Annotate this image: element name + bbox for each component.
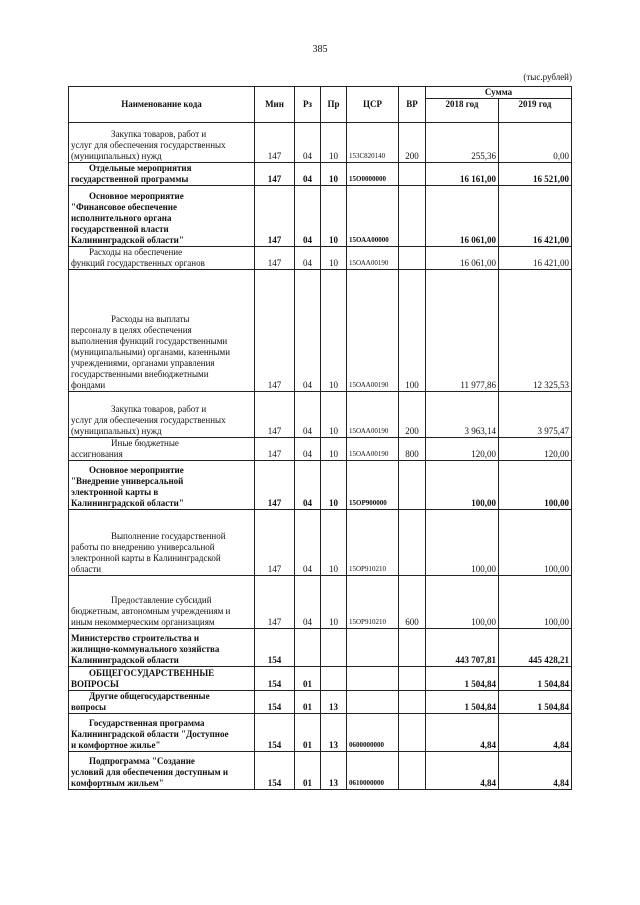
cell-name-line: государственными внебюджетными — [71, 369, 209, 379]
header-csr: ЦСР — [347, 87, 399, 123]
cell-2019: 16 421,00 — [499, 186, 572, 247]
header-min: Мин — [255, 87, 295, 123]
cell-name-line: электронной карты в Калининградской — [71, 553, 221, 563]
cell-2019: 4,84 — [499, 714, 572, 752]
cell-min: 154 — [255, 667, 295, 691]
cell-name — [69, 667, 255, 691]
cell-2019: 1 504,84 — [499, 691, 572, 714]
cell-2019: 445 428,21 — [499, 629, 572, 667]
cell-2019: 3 975,47 — [499, 392, 572, 438]
cell-rz: 04 — [295, 123, 321, 163]
cell-name-line: иным некоммерческим организациям — [71, 617, 215, 627]
cell-pr: 10 — [321, 461, 347, 510]
table-row — [69, 510, 572, 576]
cell-min: 147 — [255, 438, 295, 461]
cell-name-line: Отдельные мероприятия — [89, 163, 192, 173]
table-row — [69, 123, 572, 163]
cell-csr: 15ОР910210 — [347, 576, 399, 629]
cell-vr — [399, 163, 426, 186]
cell-vr — [399, 667, 426, 691]
cell-name-line: услуг для обеспечения государственных — [71, 415, 226, 425]
cell-name-line: бюджетным, автономным учреждениям и — [71, 606, 231, 616]
table-row — [69, 461, 572, 510]
cell-pr: 13 — [321, 714, 347, 752]
cell-2018: 100,00 — [426, 576, 499, 629]
cell-name-line: Предоставление субсидий — [111, 595, 212, 605]
cell-csr: 15ОР900000 — [347, 461, 399, 510]
cell-2018: 16 061,00 — [426, 186, 499, 247]
cell-name-line: "Внедрение универсальной — [71, 476, 184, 486]
cell-name — [69, 163, 255, 186]
cell-csr: 15ОР910210 — [347, 510, 399, 576]
cell-2019: 0,00 — [499, 123, 572, 163]
cell-2018: 1 504,84 — [426, 667, 499, 691]
cell-min: 147 — [255, 270, 295, 392]
cell-name — [69, 629, 255, 667]
cell-2019: 12 325,53 — [499, 270, 572, 392]
table-row — [69, 752, 572, 790]
page-number: 385 — [312, 44, 328, 55]
cell-min: 147 — [255, 123, 295, 163]
cell-pr: 10 — [321, 123, 347, 163]
cell-min: 147 — [255, 247, 295, 270]
cell-name-line: услуг для обеспечения государственных — [71, 140, 226, 150]
table-row — [69, 270, 572, 392]
cell-name-line: (муниципальных) нужд — [71, 151, 162, 161]
cell-csr: 0610000000 — [347, 752, 399, 790]
cell-2019: 120,00 — [499, 438, 572, 461]
cell-rz: 01 — [295, 752, 321, 790]
cell-rz: 04 — [295, 247, 321, 270]
header-name: Наименование кода — [69, 87, 255, 123]
header-rz: Рз — [295, 87, 321, 123]
cell-vr: 100 — [399, 270, 426, 392]
budget-table — [68, 86, 572, 790]
cell-2018: 100,00 — [426, 461, 499, 510]
cell-2019: 1 504,84 — [499, 667, 572, 691]
cell-name — [69, 270, 255, 392]
cell-name-line: комфортным жильем" — [71, 778, 164, 788]
cell-2018: 4,84 — [426, 714, 499, 752]
cell-min: 147 — [255, 392, 295, 438]
cell-pr: 10 — [321, 247, 347, 270]
cell-2019: 16 521,00 — [499, 163, 572, 186]
cell-min: 147 — [255, 510, 295, 576]
cell-vr — [399, 714, 426, 752]
cell-csr — [347, 629, 399, 667]
cell-name-line: Калининградской области" — [71, 498, 184, 508]
cell-vr: 200 — [399, 123, 426, 163]
cell-name-line: Подпрограмма "Создание — [89, 756, 195, 766]
cell-pr: 10 — [321, 510, 347, 576]
cell-name-line: "Финансовое обеспечение — [71, 202, 177, 212]
cell-name-line: Выполнение государственной — [111, 531, 226, 541]
cell-pr: 13 — [321, 691, 347, 714]
cell-csr: 15О0000000 — [347, 163, 399, 186]
cell-2018: 4,84 — [426, 752, 499, 790]
cell-name-line: области — [71, 564, 102, 574]
cell-rz: 04 — [295, 163, 321, 186]
cell-vr: 800 — [399, 438, 426, 461]
cell-min: 154 — [255, 752, 295, 790]
units-label: (тыс.рублей) — [523, 72, 572, 82]
cell-name-line: Закупка товаров, работ и — [111, 129, 207, 139]
cell-min: 147 — [255, 186, 295, 247]
cell-pr — [321, 667, 347, 691]
cell-vr — [399, 247, 426, 270]
cell-pr: 10 — [321, 163, 347, 186]
cell-csr: 15ОАА00000 — [347, 186, 399, 247]
cell-name-line: государственной программы — [71, 174, 189, 184]
cell-name-line: фондами — [71, 380, 106, 390]
cell-name-line: Основное мероприятие — [89, 465, 184, 475]
cell-vr: 600 — [399, 576, 426, 629]
cell-csr: 15ОАА00190 — [347, 270, 399, 392]
cell-name — [69, 714, 255, 752]
cell-name-line: Основное мероприятие — [89, 191, 184, 201]
cell-min: 147 — [255, 576, 295, 629]
cell-rz: 04 — [295, 438, 321, 461]
cell-name — [69, 691, 255, 714]
cell-rz — [295, 629, 321, 667]
cell-2018: 11 977,86 — [426, 270, 499, 392]
cell-vr: 200 — [399, 392, 426, 438]
cell-name-line: Другие общегосударственные — [89, 691, 210, 701]
cell-name-line: исполнительного органа — [71, 213, 172, 223]
table-row — [69, 629, 572, 667]
cell-name-line: (муниципальных) нужд — [71, 426, 162, 436]
cell-2018: 443 707,81 — [426, 629, 499, 667]
cell-rz: 04 — [295, 392, 321, 438]
cell-min: 154 — [255, 691, 295, 714]
cell-name-line: Государственная программа — [89, 718, 205, 728]
cell-name-line: (муниципальными) органами, казенными — [71, 347, 231, 357]
cell-2018: 100,00 — [426, 510, 499, 576]
table-row — [69, 576, 572, 629]
cell-name-line: персоналу в целях обеспечения — [71, 325, 192, 335]
cell-name-line: государственной власти — [71, 224, 169, 234]
cell-rz: 04 — [295, 186, 321, 247]
cell-csr — [347, 691, 399, 714]
table-row — [69, 667, 572, 691]
cell-pr: 10 — [321, 438, 347, 461]
cell-2019: 16 421,00 — [499, 247, 572, 270]
header-2019: 2019 год — [499, 99, 572, 123]
cell-name-line: Калининградской области "Доступное — [71, 729, 229, 739]
cell-name-line: Расходы на обеспечение — [89, 247, 183, 257]
cell-vr — [399, 752, 426, 790]
cell-pr: 10 — [321, 576, 347, 629]
header-pr: Пр — [321, 87, 347, 123]
cell-2019: 100,00 — [499, 510, 572, 576]
cell-name-line: Расходы на выплаты — [111, 314, 190, 324]
cell-name — [69, 247, 255, 270]
cell-rz: 04 — [295, 510, 321, 576]
cell-min: 147 — [255, 163, 295, 186]
cell-name-line: Министерство строительства и — [71, 633, 200, 643]
cell-2018: 255,36 — [426, 123, 499, 163]
table-row — [69, 163, 572, 186]
cell-name-line: электронной карты в — [71, 487, 159, 497]
cell-csr: 15ОАА00190 — [347, 438, 399, 461]
header-vr: ВР — [399, 87, 426, 123]
cell-name-line: выполнения функций государственными — [71, 336, 228, 346]
cell-rz: 04 — [295, 270, 321, 392]
cell-name — [69, 438, 255, 461]
header-sum: Сумма — [426, 87, 572, 99]
cell-rz: 04 — [295, 576, 321, 629]
cell-rz: 01 — [295, 691, 321, 714]
cell-name — [69, 123, 255, 163]
table-row — [69, 714, 572, 752]
cell-name — [69, 752, 255, 790]
cell-name — [69, 461, 255, 510]
cell-name — [69, 186, 255, 247]
cell-name-line: работы по внедрению универсальной — [71, 542, 215, 552]
cell-name-line: ассигнования — [71, 449, 123, 459]
cell-name — [69, 576, 255, 629]
cell-2019: 100,00 — [499, 461, 572, 510]
cell-pr: 13 — [321, 752, 347, 790]
cell-name-line: ОБЩЕГОСУДАРСТВЕННЫЕ — [89, 668, 215, 678]
cell-2018: 120,00 — [426, 438, 499, 461]
table-row — [69, 392, 572, 438]
cell-rz: 01 — [295, 667, 321, 691]
cell-2019: 100,00 — [499, 576, 572, 629]
cell-vr — [399, 629, 426, 667]
cell-min: 147 — [255, 461, 295, 510]
cell-name-line: Калининградской области — [71, 655, 179, 665]
cell-name — [69, 510, 255, 576]
cell-csr: 15ОАА00190 — [347, 247, 399, 270]
cell-csr: 153C820140 — [347, 123, 399, 163]
header-2018: 2018 год — [426, 99, 499, 123]
cell-2018: 16 161,00 — [426, 163, 499, 186]
cell-name-line: Иные бюджетные — [111, 438, 179, 448]
table-row — [69, 438, 572, 461]
table-body — [69, 123, 572, 790]
cell-2019: 4,84 — [499, 752, 572, 790]
cell-name-line: Калининградской области" — [71, 235, 184, 245]
cell-2018: 16 061,00 — [426, 247, 499, 270]
cell-name-line: вопросы — [71, 702, 107, 712]
cell-name-line: и комфортное жилье" — [71, 740, 161, 750]
cell-rz: 01 — [295, 714, 321, 752]
cell-name — [69, 392, 255, 438]
cell-vr — [399, 691, 426, 714]
cell-csr: 0600000000 — [347, 714, 399, 752]
cell-2018: 1 504,84 — [426, 691, 499, 714]
cell-name-line: ВОПРОСЫ — [71, 679, 119, 689]
cell-pr: 10 — [321, 270, 347, 392]
cell-name-line: жилищно-коммунального хозяйства — [71, 644, 220, 654]
cell-pr — [321, 629, 347, 667]
cell-name-line: Закупка товаров, работ и — [111, 404, 207, 414]
cell-csr — [347, 667, 399, 691]
cell-vr — [399, 186, 426, 247]
table-row — [69, 247, 572, 270]
cell-name-line: условий для обеспечения доступным и — [71, 767, 229, 777]
table-row — [69, 691, 572, 714]
cell-rz: 04 — [295, 461, 321, 510]
cell-name-line: функций государственных органов — [71, 258, 205, 268]
cell-min: 154 — [255, 629, 295, 667]
cell-vr — [399, 510, 426, 576]
cell-min: 154 — [255, 714, 295, 752]
cell-2018: 3 963,14 — [426, 392, 499, 438]
cell-name-line: учреждениями, органами управления — [71, 358, 215, 368]
cell-pr: 10 — [321, 186, 347, 247]
cell-vr — [399, 461, 426, 510]
cell-csr: 15ОАА00190 — [347, 392, 399, 438]
cell-pr: 10 — [321, 392, 347, 438]
table-row — [69, 186, 572, 247]
